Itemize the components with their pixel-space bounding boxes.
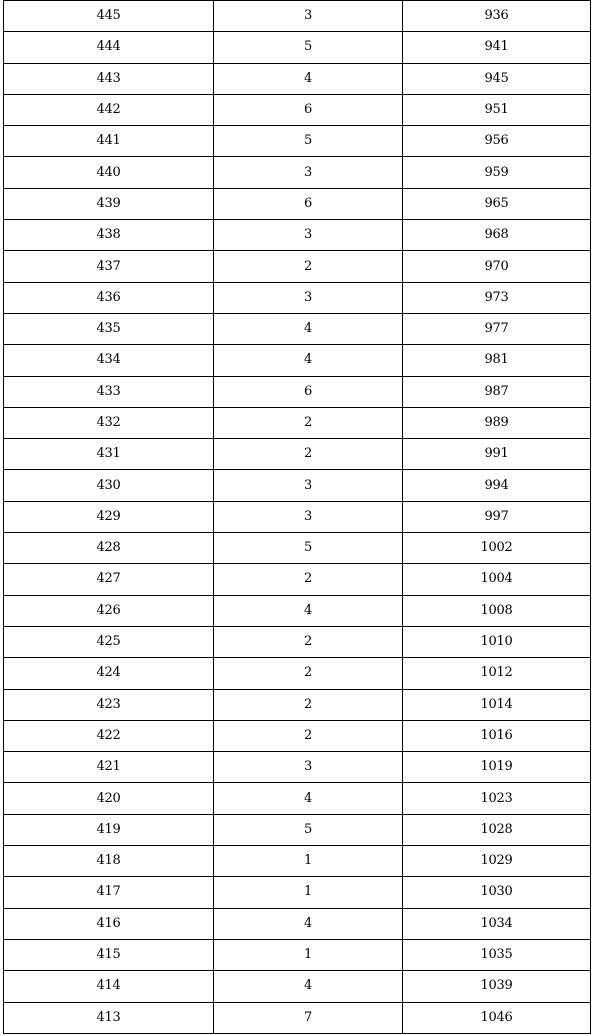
score-cell: 418 (4, 846, 214, 877)
count-cell: 4 (214, 908, 403, 939)
cumulative-cell: 1004 (403, 564, 591, 595)
table-row (4, 470, 591, 501)
table-row (4, 501, 591, 532)
score-cell: 414 (4, 971, 214, 1002)
table-row (4, 94, 591, 125)
count-cell: 2 (214, 689, 403, 720)
count-cell: 1 (214, 846, 403, 877)
score-cell: 415 (4, 939, 214, 970)
table-row (4, 564, 591, 595)
table-row (4, 282, 591, 313)
score-cell: 430 (4, 470, 214, 501)
score-cell: 435 (4, 313, 214, 344)
cumulative-cell: 959 (403, 157, 591, 188)
count-cell: 5 (214, 126, 403, 157)
table-row (4, 63, 591, 94)
count-cell: 4 (214, 595, 403, 626)
count-cell: 5 (214, 32, 403, 63)
table-row (4, 783, 591, 814)
count-cell: 3 (214, 157, 403, 188)
score-cell: 442 (4, 94, 214, 125)
cumulative-cell: 956 (403, 126, 591, 157)
table-row (4, 313, 591, 344)
count-cell: 2 (214, 564, 403, 595)
count-cell: 5 (214, 533, 403, 564)
table-row (4, 407, 591, 438)
cumulative-cell: 1029 (403, 846, 591, 877)
cumulative-cell: 989 (403, 407, 591, 438)
table-row (4, 439, 591, 470)
cumulative-cell: 1008 (403, 595, 591, 626)
cumulative-cell: 1030 (403, 877, 591, 908)
table-row (4, 595, 591, 626)
count-cell: 2 (214, 407, 403, 438)
cumulative-cell: 1023 (403, 783, 591, 814)
table-row (4, 533, 591, 564)
cumulative-cell: 973 (403, 282, 591, 313)
table-row (4, 814, 591, 845)
table-row (4, 846, 591, 877)
cumulative-cell: 965 (403, 188, 591, 219)
score-cell: 444 (4, 32, 214, 63)
count-cell: 6 (214, 188, 403, 219)
score-cell: 429 (4, 501, 214, 532)
table-row (4, 752, 591, 783)
score-cell: 445 (4, 1, 214, 32)
score-cell: 426 (4, 595, 214, 626)
cumulative-cell: 945 (403, 63, 591, 94)
count-cell: 2 (214, 658, 403, 689)
count-cell: 3 (214, 752, 403, 783)
cumulative-cell: 1039 (403, 971, 591, 1002)
count-cell: 4 (214, 63, 403, 94)
cumulative-cell: 981 (403, 345, 591, 376)
cumulative-cell: 951 (403, 94, 591, 125)
table-row (4, 251, 591, 282)
table-row (4, 1, 591, 32)
score-cell: 438 (4, 220, 214, 251)
count-cell: 2 (214, 720, 403, 751)
count-cell: 3 (214, 470, 403, 501)
cumulative-cell: 936 (403, 1, 591, 32)
cumulative-cell: 1034 (403, 908, 591, 939)
cumulative-cell: 997 (403, 501, 591, 532)
table-row (4, 345, 591, 376)
score-cell: 423 (4, 689, 214, 720)
score-cell: 439 (4, 188, 214, 219)
score-cell: 431 (4, 439, 214, 470)
table-row (4, 689, 591, 720)
count-cell: 2 (214, 439, 403, 470)
cumulative-cell: 991 (403, 439, 591, 470)
table-row (4, 376, 591, 407)
score-cell: 434 (4, 345, 214, 376)
cumulative-cell: 1035 (403, 939, 591, 970)
table-row (4, 939, 591, 970)
cumulative-cell: 987 (403, 376, 591, 407)
table-row (4, 1002, 591, 1033)
score-cell: 436 (4, 282, 214, 313)
score-cell: 416 (4, 908, 214, 939)
count-cell: 1 (214, 939, 403, 970)
count-cell: 6 (214, 376, 403, 407)
table-row (4, 32, 591, 63)
count-cell: 2 (214, 626, 403, 657)
count-cell: 3 (214, 220, 403, 251)
score-cell: 413 (4, 1002, 214, 1033)
table-row (4, 877, 591, 908)
count-cell: 5 (214, 814, 403, 845)
score-cell: 443 (4, 63, 214, 94)
count-cell: 6 (214, 94, 403, 125)
score-cell: 424 (4, 658, 214, 689)
cumulative-cell: 941 (403, 32, 591, 63)
table-row (4, 908, 591, 939)
score-cell: 420 (4, 783, 214, 814)
count-cell: 1 (214, 877, 403, 908)
score-cell: 441 (4, 126, 214, 157)
table-row (4, 720, 591, 751)
cumulative-cell: 1028 (403, 814, 591, 845)
cumulative-cell: 1002 (403, 533, 591, 564)
cumulative-cell: 1010 (403, 626, 591, 657)
cumulative-cell: 1014 (403, 689, 591, 720)
data-table (3, 0, 591, 1034)
count-cell: 7 (214, 1002, 403, 1033)
score-cell: 437 (4, 251, 214, 282)
score-cell: 440 (4, 157, 214, 188)
score-cell: 428 (4, 533, 214, 564)
score-cell: 427 (4, 564, 214, 595)
count-cell: 3 (214, 1, 403, 32)
count-cell: 4 (214, 345, 403, 376)
count-cell: 4 (214, 783, 403, 814)
count-cell: 4 (214, 971, 403, 1002)
cumulative-cell: 1019 (403, 752, 591, 783)
cumulative-cell: 968 (403, 220, 591, 251)
table-row (4, 626, 591, 657)
cumulative-cell: 977 (403, 313, 591, 344)
table-row (4, 658, 591, 689)
cumulative-cell: 1046 (403, 1002, 591, 1033)
cumulative-cell: 994 (403, 470, 591, 501)
table-row (4, 188, 591, 219)
score-cell: 425 (4, 626, 214, 657)
score-cell: 432 (4, 407, 214, 438)
score-cell: 419 (4, 814, 214, 845)
count-cell: 4 (214, 313, 403, 344)
cumulative-cell: 970 (403, 251, 591, 282)
table-row (4, 220, 591, 251)
count-cell: 2 (214, 251, 403, 282)
table-body (4, 1, 591, 1034)
cumulative-cell: 1016 (403, 720, 591, 751)
score-cell: 421 (4, 752, 214, 783)
table-row (4, 157, 591, 188)
score-cell: 422 (4, 720, 214, 751)
count-cell: 3 (214, 282, 403, 313)
table-row (4, 971, 591, 1002)
count-cell: 3 (214, 501, 403, 532)
score-cell: 433 (4, 376, 214, 407)
cumulative-cell: 1012 (403, 658, 591, 689)
score-cell: 417 (4, 877, 214, 908)
table-row (4, 126, 591, 157)
